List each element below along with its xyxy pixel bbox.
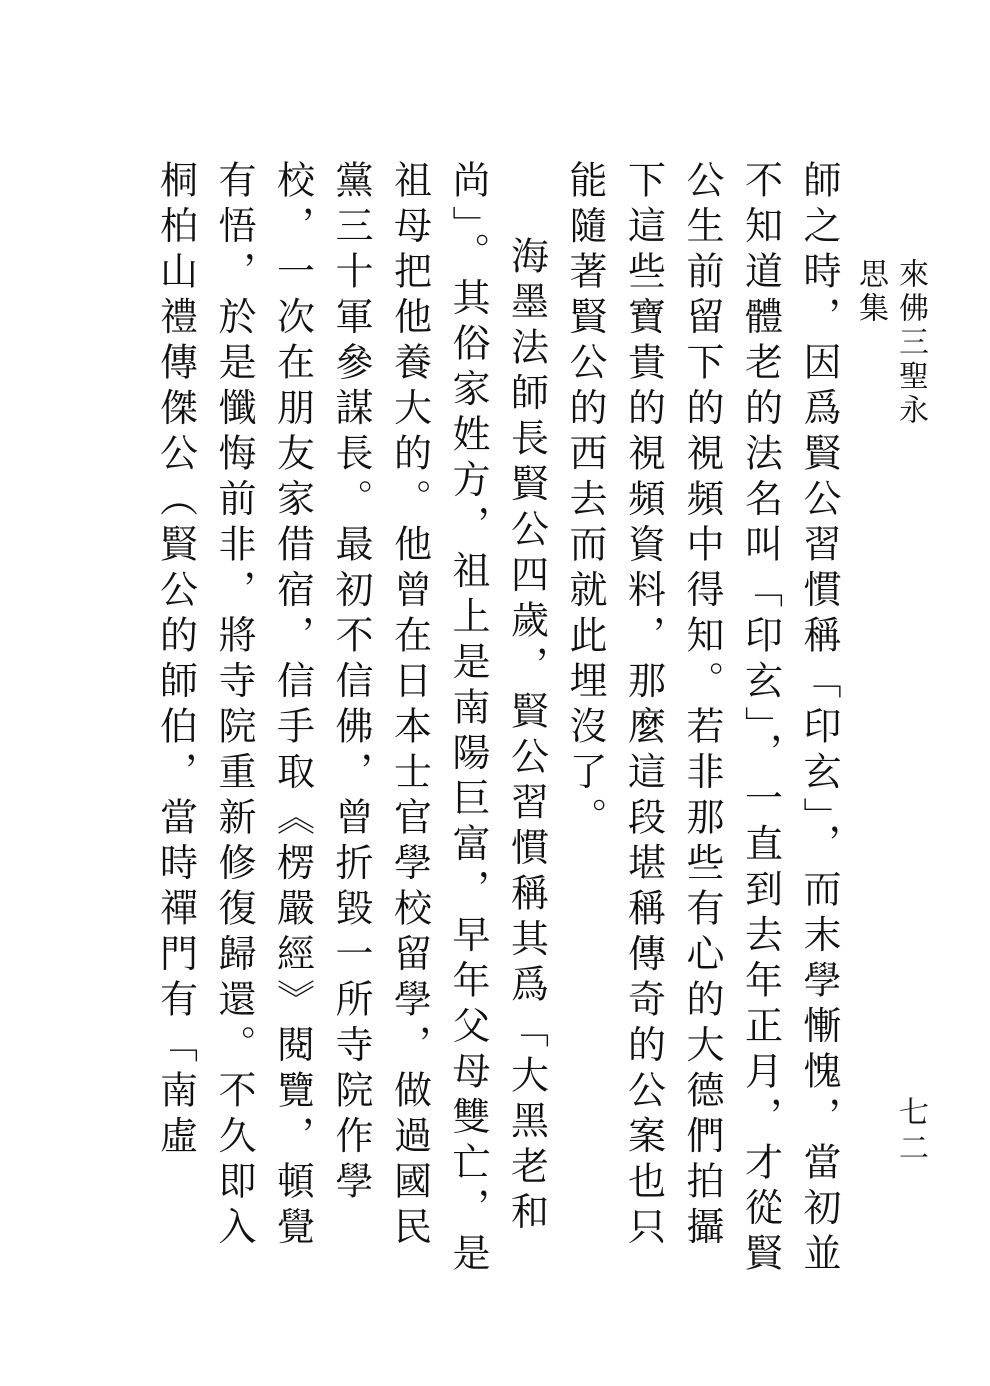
running-header-book-title: 來佛三聖永思集 <box>853 258 928 428</box>
paragraph-haimo: 海墨法師長賢公四歲，賢公習慣稱其爲「大黑老和尚」。其俗家姓方，祖上是南陽巨富，早年父母雙亡，是祖母把他養大的。他曾在日本士官學校留學，做過國民黨三十軍參謀長。最初不信佛，曾折毀一所寺院作學校，一次在朋友家借宿，信手取《楞嚴經》閱覽，頓覺有悟，於是懺悔前非，將寺院重新修復歸還。不久即入桐柏山禮傳傑公（賢公的師伯，當時禪門有「南虛 <box>153 160 549 1279</box>
paragraph-continued: 師之時，因爲賢公習慣稱「印玄」，而末學慚愧，當初並不知道體老的法名叫「印玄」，一直到去年正月，才從賢公生前留下的視頻中得知。若非那些有心的大德們拍攝下這些寶貴的視頻資料，那麼這段堪稱傳奇的公案也只能隨著賢公的西去而就此埋沒了。 <box>563 160 841 1279</box>
page-number: 七二 <box>893 1096 928 1168</box>
body-text <box>148 160 848 1290</box>
